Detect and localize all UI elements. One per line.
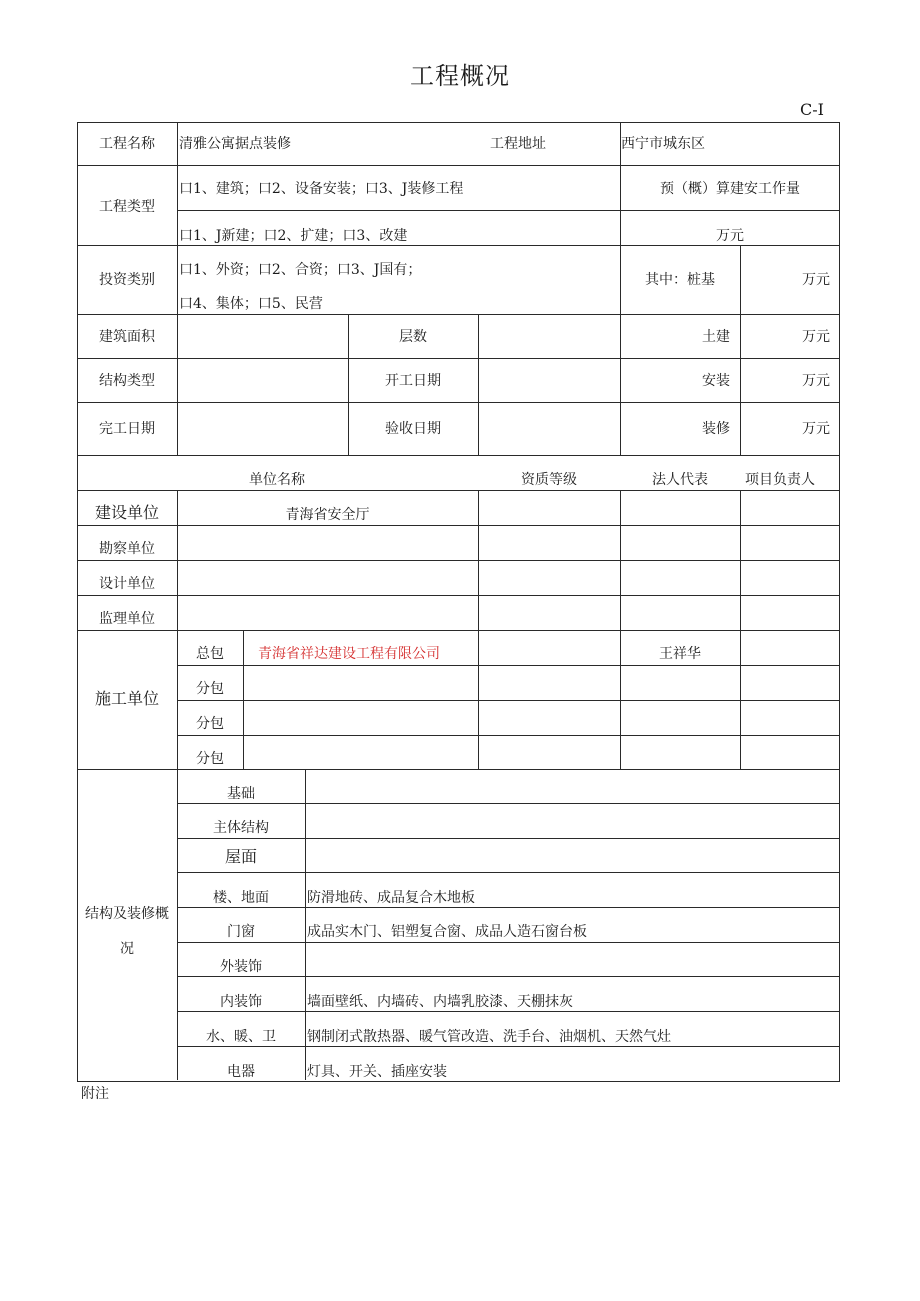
- general-contract-label: 总包: [196, 646, 224, 662]
- install-label: 安装: [702, 373, 730, 389]
- project-type-label: 工程类型: [99, 199, 155, 215]
- survey-label: 勘察单位: [99, 541, 155, 557]
- overview-item-value: 灯具、开关、插座安装: [307, 1064, 447, 1080]
- overview-item-label: 主体结构: [213, 820, 269, 836]
- invest-type-line2: 口4、集体；口5、民营: [179, 296, 323, 312]
- builder-label: 建设单位: [94, 503, 159, 522]
- install-unit: 万元: [802, 373, 830, 389]
- start-date-label: 开工日期: [385, 373, 441, 389]
- general-contract-rep: 王祥华: [659, 646, 701, 662]
- project-type-line2: 口1、J新建；口2、扩建；口3、改建: [179, 228, 408, 244]
- overview-item-value: 防滑地砖、成品复合木地板: [307, 890, 475, 906]
- overview-item-label: 水、暖、卫: [206, 1029, 276, 1045]
- accept-date-label: 验收日期: [385, 421, 441, 437]
- decor-unit: 万元: [802, 421, 830, 437]
- supervise-label: 监理单位: [99, 611, 155, 627]
- pile-label: 其中：桩基: [645, 272, 715, 288]
- civil-label: 土建: [702, 329, 730, 345]
- overview-item-label: 门窗: [227, 924, 255, 940]
- note-label: 附注: [81, 1086, 109, 1102]
- overview-item-value: 成品实木门、铝塑复合窗、成品人造石窗台板: [307, 924, 587, 940]
- legal-rep-header: 法人代表: [652, 472, 708, 488]
- budget-label: 预（概）算建安工作量: [660, 181, 800, 197]
- overview-label-line1: 结构及装修概: [85, 906, 169, 922]
- project-name-label: 工程名称: [99, 136, 155, 152]
- invest-type-label: 投资类别: [99, 272, 155, 288]
- overview-item-label: 外装饰: [220, 959, 262, 975]
- overview-item-label: 楼、地面: [213, 890, 269, 906]
- project-name-value: 清雅公寓据点装修: [179, 136, 291, 152]
- form-code: C-I: [800, 100, 824, 119]
- unit-name-header: 单位名称: [249, 472, 305, 488]
- qualification-header: 资质等级: [521, 472, 577, 488]
- project-leader-header: 项目负责人: [745, 472, 815, 488]
- overview-item-value: 钢制闭式散热器、暖气管改造、洗手台、油烟机、天然气灶: [307, 1029, 671, 1045]
- finish-date-label: 完工日期: [99, 421, 155, 437]
- budget-unit: 万元: [716, 228, 744, 244]
- builder-value: 青海省安全厅: [285, 507, 370, 523]
- project-address-value: 西宁市城东区: [621, 136, 705, 152]
- struct-type-label: 结构类型: [99, 373, 155, 389]
- general-contract-value: 青海省祥达建设工程有限公司: [258, 646, 440, 662]
- overview-label-line2: 况: [120, 941, 134, 957]
- decor-label: 装修: [702, 421, 730, 437]
- overview-item-label: 电器: [227, 1064, 255, 1080]
- project-address-label: 工程地址: [490, 136, 546, 152]
- overview-item-label: 基础: [227, 786, 255, 802]
- design-label: 设计单位: [99, 576, 155, 592]
- subcontract-label-2: 分包: [196, 716, 224, 732]
- overview-item-value: 墙面壁纸、内墙砖、内墙乳胶漆、天棚抹灰: [307, 994, 573, 1010]
- construct-label: 施工单位: [94, 689, 159, 708]
- invest-type-line1: 口1、外资；口2、合资；口3、J国有；: [179, 262, 422, 278]
- page-title: 工程概况: [410, 62, 510, 90]
- overview-item-label: 屋面: [224, 847, 257, 866]
- civil-unit: 万元: [802, 329, 830, 345]
- pile-unit: 万元: [802, 272, 830, 288]
- subcontract-label-1: 分包: [196, 681, 224, 697]
- project-type-line1: 口1、建筑；口2、设备安装；口3、J装修工程: [179, 181, 464, 197]
- subcontract-label-3: 分包: [196, 751, 224, 767]
- floors-label: 层数: [399, 329, 427, 345]
- overview-item-label: 内装饰: [220, 994, 262, 1010]
- area-label: 建筑面积: [99, 329, 155, 345]
